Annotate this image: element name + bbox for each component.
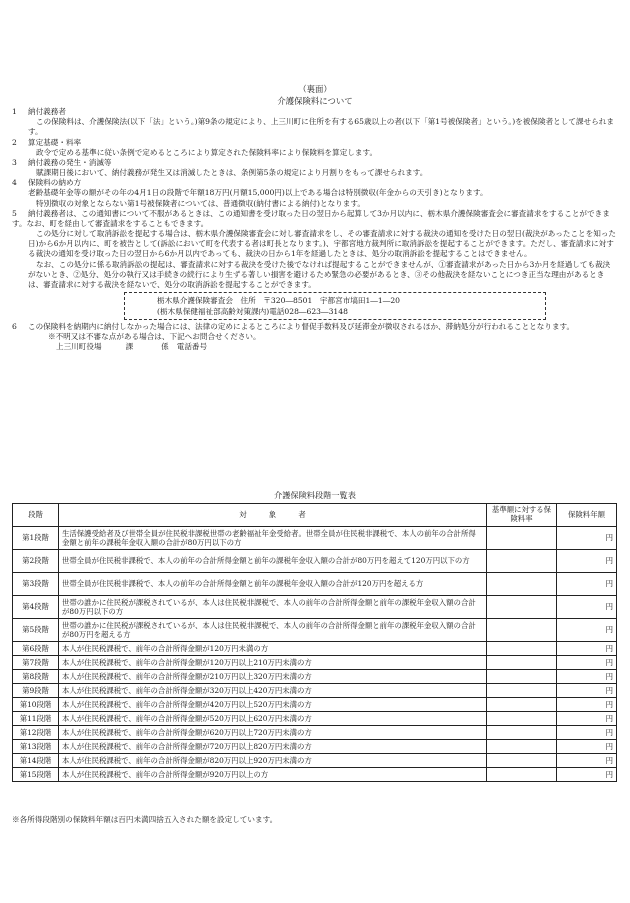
section-5-text-2: この処分に対して取消訴訟を提起する場合は、栃木県介護保険審査会に対し審査請求をし、その審査請求に対する裁決の通知を受けた日の翌日(裁決があったことを知った日)から6か月以内に、町を被告として(訴訟において町を代表する者は町長となります。)、宇都宮地方裁判所に取消訴訟を提起することができます。ただし、審査請求に対する裁決の通知を受け取った日の翌日から6か月以内であっても、裁決の日から1年を経過したときは、処分の取消訴訟を提起することはできません。: [28, 229, 617, 259]
section-3-text: 賦課期日後において、納付義務が発生又は消滅したときは、条例第5条の規定により月割りをもって課せられます。: [36, 168, 428, 178]
section-number: 1: [12, 107, 17, 116]
grade-cell: 第3段階: [13, 573, 59, 596]
target-cell: 世帯の誰かに住民税が課税されているが、本人は住民税非課税で、本人の前年の合計所得金額と前年の課税年金収入額の合計が80万円を超える方: [59, 619, 487, 642]
annual-amount-cell: 円: [557, 550, 617, 573]
grade-cell: 第15段階: [13, 768, 59, 782]
table-row: [13, 726, 617, 740]
section-number: 6: [12, 322, 17, 332]
section-2-heading: [12, 138, 616, 148]
header-annual: 保険料年額: [557, 504, 617, 527]
annual-amount-cell: 円: [557, 573, 617, 596]
section-number: 4: [12, 178, 17, 188]
grade-cell: 第2段階: [13, 550, 59, 573]
grade-cell: 第10段階: [13, 698, 59, 712]
section-title: 納付義務者: [28, 107, 66, 116]
annual-amount-cell: 円: [557, 726, 617, 740]
section-2-text: 政令で定める基準に従い条例で定めるところにより算定された保険料率により保険料を算定します。: [36, 147, 378, 157]
table-row: [13, 754, 617, 768]
office-tel-label: 電話番号: [176, 342, 208, 352]
rate-cell: [487, 684, 557, 698]
section-1-text: この保険料は、介護保険法(以下「法」という。)第9条の規定により、上三川町に住所を有する65歳以上の者(以下「第1号被保険者」という。)を被保険者として課せられます。: [28, 117, 614, 137]
header-target: 対 象 者: [59, 504, 487, 527]
table-row: [13, 698, 617, 712]
document-title: 介護保険料について: [277, 96, 353, 107]
section-title: 保険料の納め方: [28, 178, 82, 188]
rate-cell: [487, 642, 557, 656]
annual-amount-cell: 円: [557, 740, 617, 754]
rate-cell: [487, 754, 557, 768]
rate-cell: [487, 573, 557, 596]
office-ka: 課: [125, 342, 134, 352]
table-row: [13, 670, 617, 684]
target-cell: 生活保護受給者及び世帯全員が住民税非課税世帯の老齢福祉年金受給者。世帯全員が住民税非課税で、本人の前年の合計所得金額と前年の課税年金収入額の合計が80万円以下の方: [59, 527, 487, 550]
header-rate: 基準額に対する保険料率: [487, 504, 557, 527]
grade-cell: 第4段階: [13, 596, 59, 619]
premium-grade-table: [12, 503, 617, 782]
section-6-text: この保険料を納期内に納付しなかった場合には、法律の定めによるところにより督促手数料及び延滞金が徴収されるほか、滞納処分が行われることとなります。: [28, 322, 575, 332]
section-3-heading: [12, 158, 616, 168]
document-body: [12, 107, 616, 353]
review-board-contact-box: [124, 292, 546, 320]
section-4-heading: [12, 178, 616, 188]
section-4-text-2: 特別徴収の対象とならない第1号被保険者については、普通徴収(納付書による納付)となります。: [36, 198, 365, 208]
section-5-heading: [12, 209, 616, 229]
annual-amount-cell: 円: [557, 642, 617, 656]
grade-cell: 第1段階: [13, 527, 59, 550]
target-cell: 本人が住民税課税で、前年の合計所得金額が620万円以上720万円未満の方: [59, 726, 487, 740]
section-4-text-1: 老齢基礎年金等の額がその年の4月1日の段階で年額18万円(月額15,000円)以上である場合は特別徴収(年金からの天引き)となります。: [28, 188, 488, 198]
header-grade: 段階: [13, 504, 59, 527]
section-6-heading: [12, 322, 616, 332]
target-cell: 本人が住民税課税で、前年の合計所得金額が920万円以上の方: [59, 768, 487, 782]
table-row: [13, 573, 617, 596]
page-label: （裏面）: [298, 84, 332, 94]
table-row: [13, 596, 617, 619]
grade-cell: 第9段階: [13, 684, 59, 698]
table-row: [13, 642, 617, 656]
rate-cell: [487, 712, 557, 726]
section-1-heading: [12, 107, 616, 117]
rate-cell: [487, 740, 557, 754]
annual-amount-cell: 円: [557, 656, 617, 670]
grade-cell: 第14段階: [13, 754, 59, 768]
target-cell: 本人が住民税課税で、前年の合計所得金額が120万円未満の方: [59, 642, 487, 656]
office-kakari: 係: [161, 342, 169, 352]
section-number: 3: [12, 157, 17, 167]
grade-cell: 第13段階: [13, 740, 59, 754]
annual-amount-cell: 円: [557, 527, 617, 550]
annual-amount-cell: 円: [557, 712, 617, 726]
annual-amount-cell: 円: [557, 596, 617, 619]
rate-cell: [487, 656, 557, 670]
annual-amount-cell: 円: [557, 754, 617, 768]
target-cell: 世帯全員が住民税非課税で、本人の前年の合計所得金額と前年の課税年金収入額の合計が120万円を超える方: [59, 573, 487, 596]
document-header: [0, 83, 630, 107]
section-title: 納付義務の発生・消滅等: [28, 157, 112, 167]
table-row: [13, 768, 617, 782]
table-row: [13, 684, 617, 698]
rate-cell: [487, 527, 557, 550]
annual-amount-cell: 円: [557, 768, 617, 782]
inquiry-notice: ※不明又は不審な点がある場合は、下記へお問合せください。: [48, 332, 261, 342]
rate-cell: [487, 619, 557, 642]
rate-cell: [487, 550, 557, 573]
section-5-first-text: 納付義務者は、この通知書について不服があるときは、この通知書を受け取った日の翌日から起算して3か月以内に、栃木県介護保険審査会に審査請求をすることができます。なお、町を経由して審査請求をすることもできます。: [12, 208, 610, 228]
annual-amount-cell: 円: [557, 684, 617, 698]
grade-cell: 第11段階: [13, 712, 59, 726]
target-cell: 本人が住民税課税で、前年の合計所得金額が720万円以上820万円未満の方: [59, 740, 487, 754]
rate-cell: [487, 670, 557, 684]
grade-cell: 第5段階: [13, 619, 59, 642]
rate-cell: [487, 698, 557, 712]
table-row: [13, 619, 617, 642]
table-footnote: ※各所得段階別の保険料年額は百円未満四捨五入された額を設定しています。: [12, 815, 278, 824]
section-number: 2: [12, 137, 17, 147]
grade-table-title: 介護保険料段階一覧表: [274, 490, 356, 500]
grade-cell: 第7段階: [13, 656, 59, 670]
section-number: 5: [12, 208, 17, 218]
target-cell: 本人が住民税課税で、前年の合計所得金額が520万円以上620万円未満の方: [59, 712, 487, 726]
grade-cell: 第12段階: [13, 726, 59, 740]
table-body: [13, 527, 617, 782]
annual-amount-cell: 円: [557, 670, 617, 684]
rate-cell: [487, 726, 557, 740]
table-header-row: [13, 504, 617, 527]
contact-phone: (栃木県保健福祉部高齢対策課内)電話028―623―3148: [157, 307, 348, 317]
table-row: [13, 712, 617, 726]
table-row: [13, 550, 617, 573]
office-name: 上三川町役場: [56, 342, 102, 352]
target-cell: 世帯の誰かに住民税が課税されているが、本人は住民税非課税で、本人の前年の合計所得金額と前年の課税年金収入額の合計が80万円以下の方: [59, 596, 487, 619]
target-cell: 本人が住民税課税で、前年の合計所得金額が120万円以上210万円未満の方: [59, 656, 487, 670]
target-cell: 本人が住民税課税で、前年の合計所得金額が420万円以上520万円未満の方: [59, 698, 487, 712]
contact-address: 栃木県介護保険審査会 住所 〒320―8501 宇都宮市塙田1―1―20: [157, 296, 400, 306]
section-title: 算定基礎・料率: [28, 137, 82, 147]
table-row: [13, 740, 617, 754]
target-cell: 世帯全員が住民税非課税で、本人の前年の合計所得金額と前年の課税年金収入額の合計が80万円を超えて120万円以下の方: [59, 550, 487, 573]
grade-cell: 第8段階: [13, 670, 59, 684]
rate-cell: [487, 768, 557, 782]
target-cell: 本人が住民税課税で、前年の合計所得金額が320万円以上420万円未満の方: [59, 684, 487, 698]
rate-cell: [487, 596, 557, 619]
office-contact-line: [12, 342, 616, 352]
table-row: [13, 527, 617, 550]
target-cell: 本人が住民税課税で、前年の合計所得金額が820万円以上920万円未満の方: [59, 754, 487, 768]
table-row: [13, 656, 617, 670]
section-5-text-3: なお、この処分に係る取消訴訟の提起は、審査請求に対する裁決を受けた後でなければ提起することができませんが、①審査請求があった日から3か月を経過しても裁決がないとき、②処分、処分の執行又は手続きの続行により生ずる著しい損害を避けるため緊急の必要があるとき、③その他裁決を経ないことにつき正当な理由があるときは、審査請求に対する裁決を経ないで、処分の取消訴訟を提起することができます。: [28, 259, 611, 289]
annual-amount-cell: 円: [557, 698, 617, 712]
grade-cell: 第6段階: [13, 642, 59, 656]
annual-amount-cell: 円: [557, 619, 617, 642]
target-cell: 本人が住民税課税で、前年の合計所得金額が210万円以上320万円未満の方: [59, 670, 487, 684]
